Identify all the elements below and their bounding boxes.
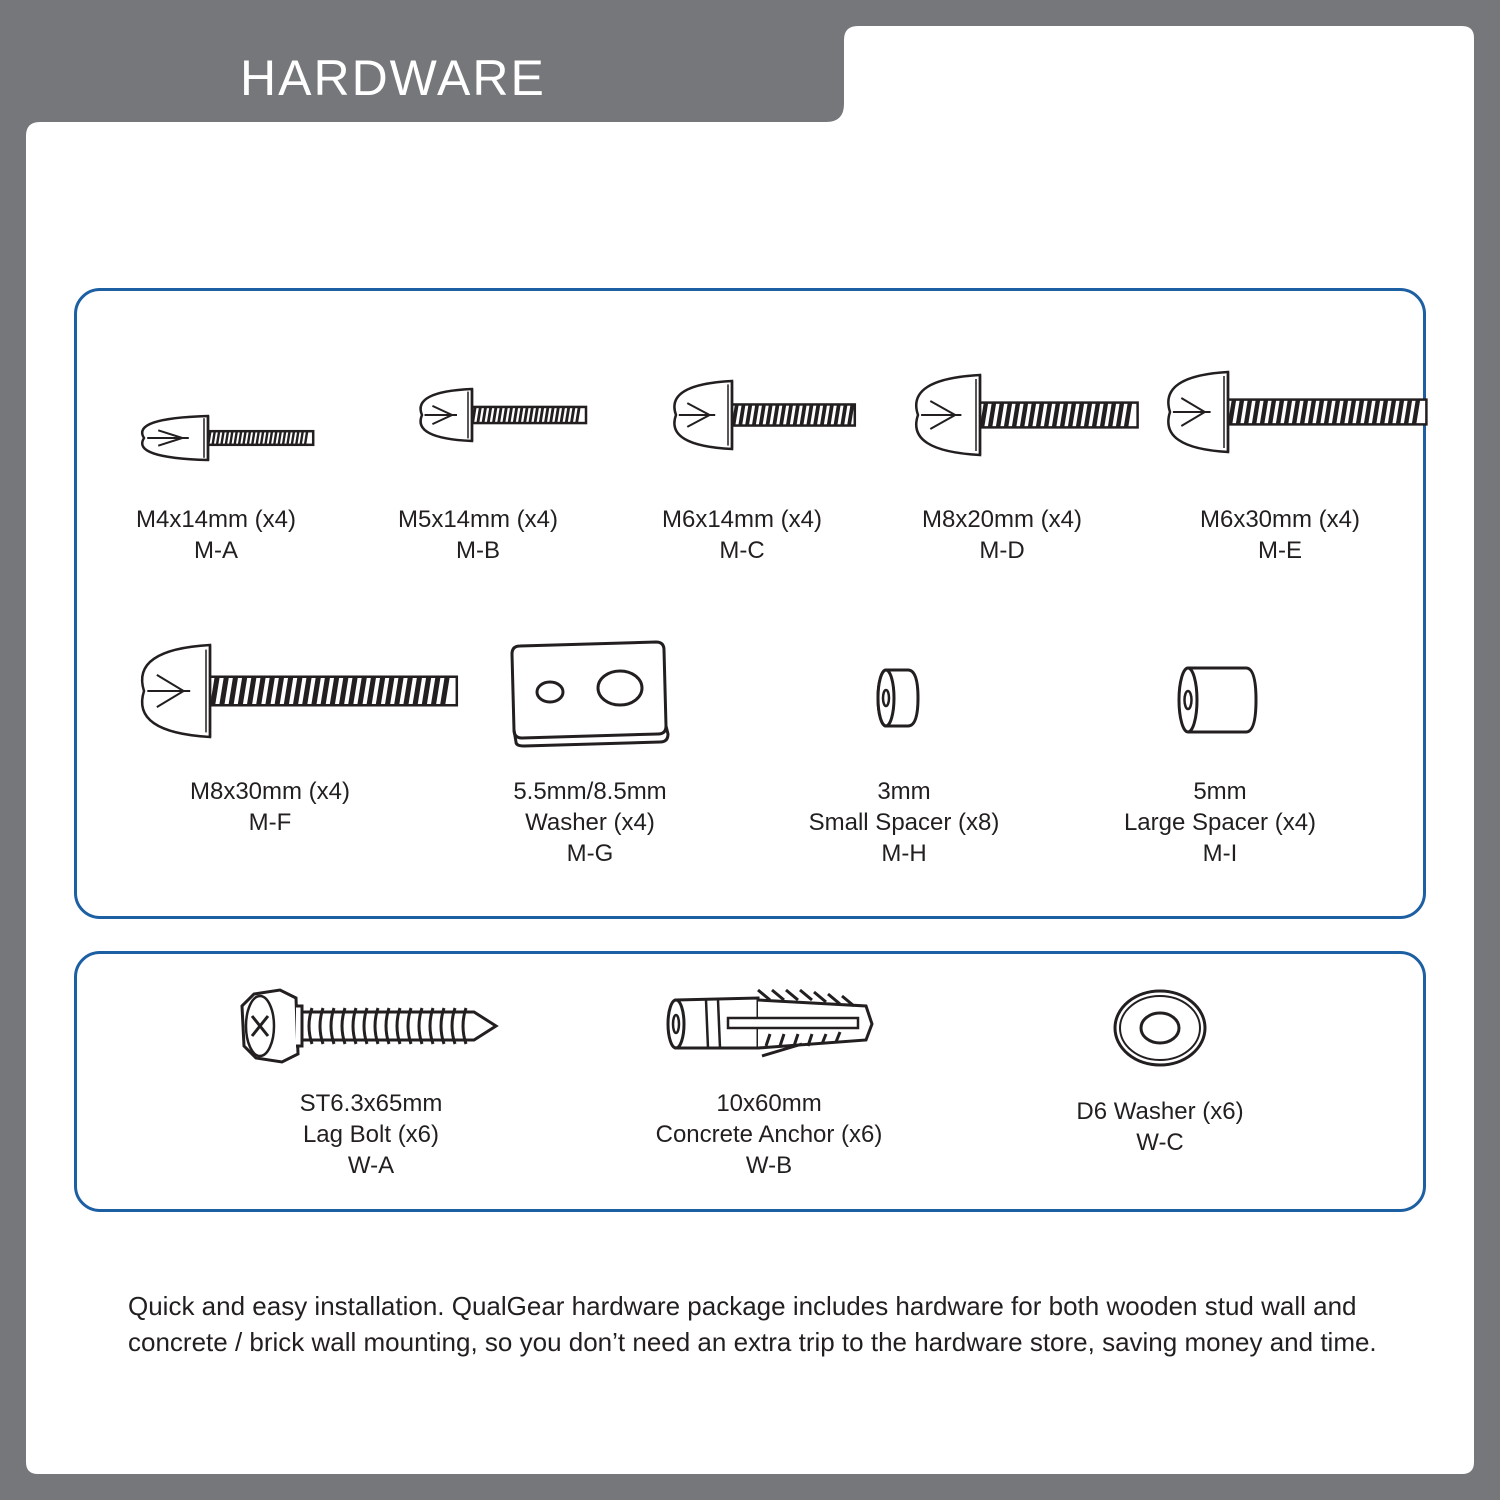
spacer-icon [1176, 662, 1266, 738]
hardware-size: M8x20mm (x4) [921, 506, 1083, 533]
hardware-size: 5mm [1193, 778, 1247, 805]
page-title: HARDWARE [240, 50, 546, 106]
hardware-label [852, 504, 1152, 566]
lag-bolt-icon [236, 986, 506, 1066]
description-text: Quick and easy installation. QualGear hardware package includes hardware for both wooden stud wall and concrete / brick wall mounting, so you don’t need an extra trip to the hardware store, saving money and time. [128, 1291, 1377, 1357]
hardware-size: 3mm [877, 778, 931, 805]
hardware-name: D6 Washer (x6) [1076, 1098, 1244, 1125]
pan-head-screw-icon [1158, 366, 1440, 458]
hardware-size: M6x30mm (x4) [1199, 506, 1361, 533]
hardware-name: Small Spacer (x8) [808, 809, 1000, 836]
hardware-label [754, 776, 1054, 869]
hardware-label [328, 504, 628, 566]
hardware-code: M-H [881, 840, 927, 867]
pan-head-screw-icon [906, 369, 1152, 461]
concrete-anchor-icon [662, 986, 892, 1066]
hardware-name: Large Spacer (x4) [1123, 809, 1317, 836]
hardware-size: M6x14mm (x4) [661, 506, 823, 533]
hardware-name: Concrete Anchor (x6) [655, 1121, 883, 1148]
hardware-code: M-A [194, 537, 238, 564]
hardware-label [592, 504, 892, 566]
hardware-code: M-B [456, 537, 500, 564]
hardware-code: M-E [1258, 537, 1302, 564]
hardware-label [1070, 776, 1370, 869]
hardware-code: M-G [566, 840, 614, 867]
hardware-label [1130, 504, 1430, 566]
hardware-label [120, 776, 420, 838]
hardware-size: 5.5mm/8.5mm [513, 778, 667, 805]
hardware-code: M-F [248, 809, 292, 836]
hardware-name: Lag Bolt (x6) [302, 1121, 440, 1148]
hardware-code: W-C [1136, 1129, 1184, 1156]
plate-washer-icon [506, 638, 676, 748]
hardware-size: ST6.3x65mm [299, 1090, 443, 1117]
hardware-label [221, 1088, 521, 1181]
hardware-size: 10x60mm [716, 1090, 822, 1117]
hardware-name: Washer (x4) [525, 809, 655, 836]
hardware-label [1010, 1096, 1310, 1158]
hardware-code: M-I [1202, 840, 1238, 867]
pan-head-screw-icon [664, 375, 868, 455]
pan-head-screw-icon [410, 383, 598, 447]
hardware-label [66, 504, 366, 566]
pan-head-screw-icon [132, 639, 472, 743]
spacer-icon [874, 664, 924, 736]
hardware-size: M8x30mm (x4) [189, 778, 351, 805]
hardware-code: M-D [979, 537, 1025, 564]
pan-head-screw-icon [132, 410, 328, 466]
hardware-label [619, 1088, 919, 1181]
hardware-size: M5x14mm (x4) [397, 506, 559, 533]
hardware-code: W-A [347, 1152, 395, 1179]
hardware-label [440, 776, 740, 869]
hardware-sheet [26, 26, 1474, 1474]
hardware-code: M-C [719, 537, 765, 564]
round-washer-icon [1110, 988, 1210, 1068]
hardware-size: M4x14mm (x4) [135, 506, 297, 533]
hardware-code: W-B [745, 1152, 793, 1179]
